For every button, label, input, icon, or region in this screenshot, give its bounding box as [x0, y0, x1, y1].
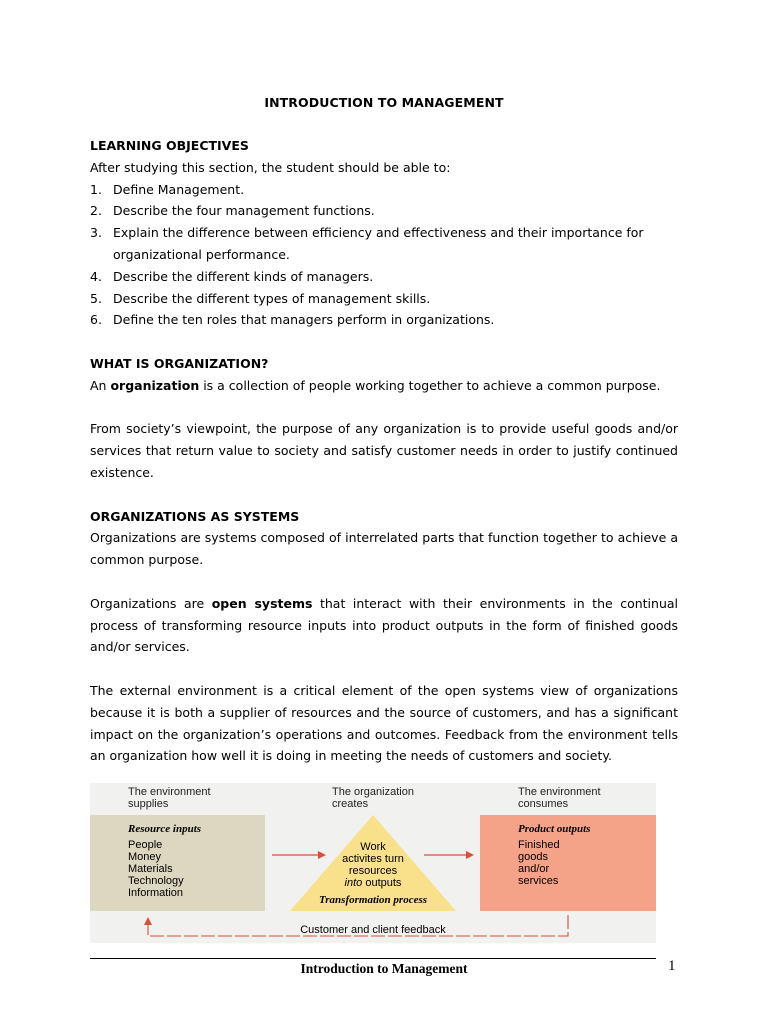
text-run: Organizations are	[90, 595, 212, 611]
resource-inputs-title: Resource inputs	[128, 823, 202, 835]
list-item: People	[128, 839, 163, 851]
list-item: and/or	[518, 863, 550, 875]
list-item: goods	[518, 851, 548, 863]
caption-organization-creates: The organization creates	[332, 786, 414, 810]
paragraph-systems: Organizations are systems composed of interrelated parts that function together to achieve a common purpose.	[90, 530, 678, 568]
objectives-list	[90, 179, 678, 332]
section-heading-learning-objectives: LEARNING OBJECTIVES	[90, 138, 249, 153]
document-body	[90, 135, 678, 767]
list-item	[90, 288, 678, 310]
caption-environment-supplies: The environment supplies	[128, 786, 211, 810]
paragraph-organization-definition	[90, 375, 678, 397]
list-number: 3.	[90, 225, 102, 241]
transformation-text	[290, 841, 456, 889]
text-line	[290, 877, 456, 889]
open-systems-figure	[90, 783, 656, 943]
list-item: Information	[128, 887, 184, 899]
list-text: Describe the four management functions.	[113, 203, 375, 219]
text-line: resources	[348, 865, 398, 877]
list-item	[90, 200, 678, 222]
list-number: 6.	[90, 312, 102, 328]
text-line: activites turn	[342, 853, 404, 865]
transformation-process-label: Transformation process	[318, 894, 428, 906]
keyword-organization: organization	[110, 377, 200, 393]
output-arrow-head	[466, 851, 474, 859]
list-text: Describe the different kinds of managers.	[113, 268, 374, 284]
section-heading-organizations-as-systems: ORGANIZATIONS AS SYSTEMS	[90, 508, 300, 524]
objectives-intro: After studying this section, the student should be able to:	[90, 159, 451, 175]
caption-environment-consumes: The environment consumes	[518, 786, 601, 810]
footer-divider	[90, 958, 656, 959]
list-text: Define the ten roles that managers perform in organizations.	[113, 312, 495, 328]
text-run: that interact with their environments in the continual process of transforming resource inputs into product outputs in the form of finished goods and/or services.	[90, 595, 679, 655]
text-run: is a collection of people working together to achieve a common purpose.	[199, 377, 661, 393]
paragraph-society-viewpoint: From society’s viewpoint, the purpose of any organization is to provide useful goods and/or services that return value to society and satisfy customer needs in order to justify continued existence.	[90, 421, 678, 480]
list-item: Materials	[128, 863, 173, 875]
list-item: Money	[128, 851, 162, 863]
product-outputs-list	[518, 839, 560, 887]
section-heading-what-is-organization: WHAT IS ORGANIZATION?	[90, 355, 269, 371]
list-number: 2.	[90, 203, 102, 219]
list-item: Technology	[128, 875, 184, 887]
text-line: Work	[360, 841, 386, 853]
list-item	[90, 179, 678, 201]
list-item	[90, 266, 678, 288]
list-number: 1.	[90, 181, 102, 197]
list-item	[90, 309, 678, 331]
footer-title: Introduction to Management	[300, 961, 468, 976]
list-text: Define Management.	[113, 181, 245, 197]
resource-inputs-box	[90, 815, 265, 911]
product-outputs-box	[480, 815, 656, 911]
product-outputs-title: Product outputs	[518, 823, 591, 835]
italic-text: into	[344, 877, 363, 889]
resource-inputs-list	[128, 839, 184, 899]
list-number: 4.	[90, 268, 102, 284]
paragraph-external-environment: The external environment is a critical element of the open systems view of organizations because it is both a supplier of resources and the source of customers, and has a significant impact on the organization’s operations and outcomes. Feedback from the environment tells an organization how well it is doing in meeting the needs of customers and society.	[90, 682, 678, 764]
document-title: INTRODUCTION TO MANAGEMENT	[264, 95, 504, 110]
text-run: outputs	[362, 877, 402, 889]
paragraph-open-systems	[90, 593, 678, 658]
list-text: Explain the difference between efficiency and effectiveness and their importance for organizational performance.	[113, 225, 644, 262]
list-item: services	[518, 875, 559, 887]
list-item	[90, 222, 678, 266]
list-number: 5.	[90, 290, 102, 306]
page-number: 1	[668, 958, 676, 974]
text-run: An	[90, 377, 111, 393]
keyword-open-systems: open systems	[211, 595, 313, 611]
list-text: Describe the different types of management skills.	[113, 290, 431, 306]
feedback-label: Customer and client feedback	[300, 924, 446, 936]
list-item: Finished	[518, 839, 560, 851]
